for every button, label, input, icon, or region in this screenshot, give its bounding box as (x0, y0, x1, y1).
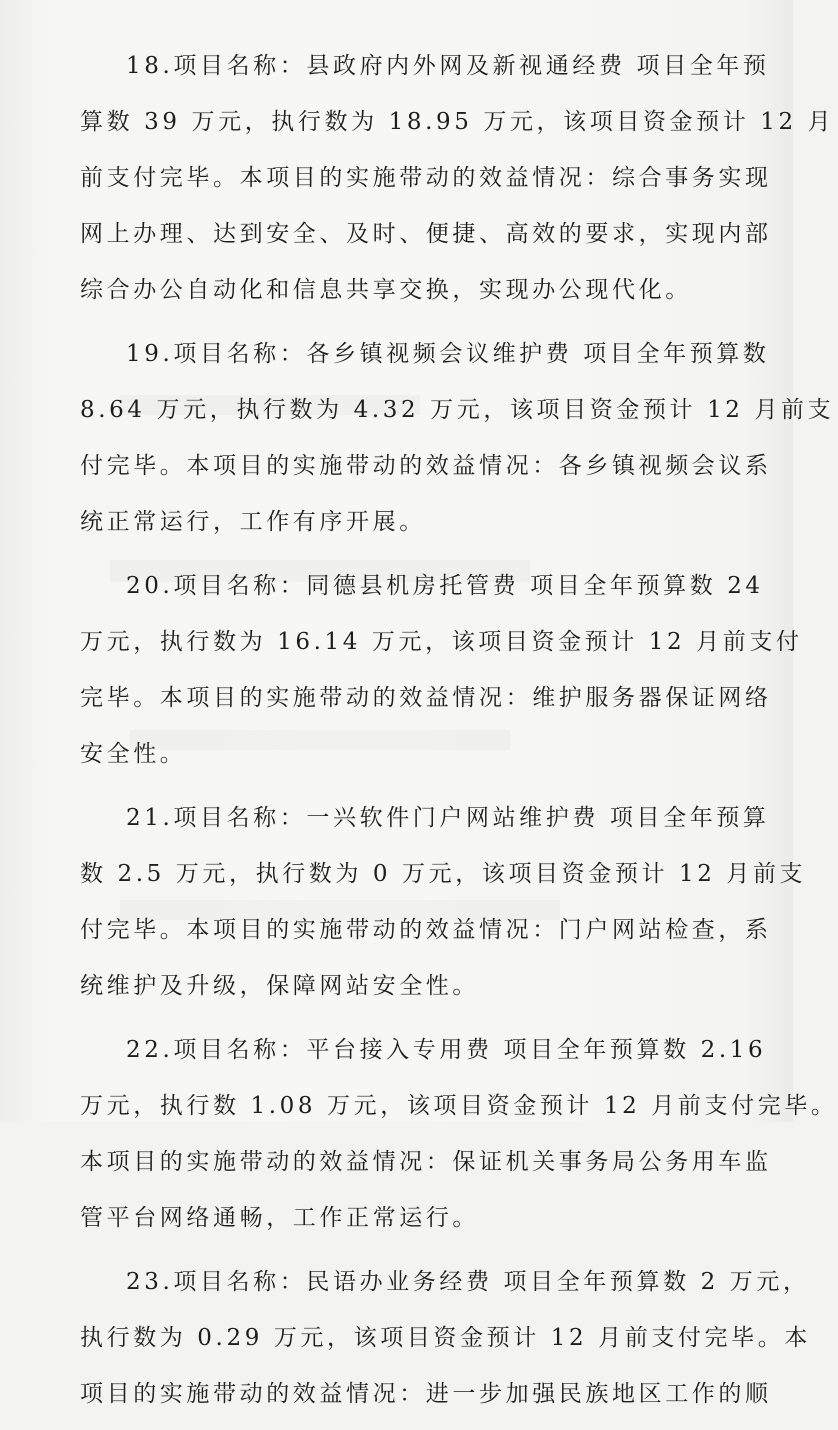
text-line: 综合办公自动化和信息共享交换，实现办公现代化。 (80, 277, 692, 303)
text-line: 安全性。 (80, 741, 187, 767)
text-line: 项目的实施带动的效益情况：进一步加强民族地区工作的顺 (80, 1381, 772, 1407)
paragraph-item-19 (80, 326, 835, 550)
text-line: 算数 39 万元，执行数为 18.95 万元，该项目资金预计 12 月 (80, 109, 835, 135)
text-line: 统正常运行，工作有序开展。 (80, 509, 426, 535)
text-line: 管平台网络通畅，工作正常运行。 (80, 1205, 479, 1231)
text-line: 前支付完毕。本项目的实施带动的效益情况：综合事务实现 (80, 165, 772, 191)
text-line: 统维护及升级，保障网站安全性。 (80, 973, 479, 999)
paragraph-item-18 (80, 38, 835, 318)
text-line: 数 2.5 万元，执行数为 0 万元，该项目资金预计 12 月前支 (80, 861, 807, 887)
text-line: 22.项目名称：平台接入专用费 项目全年预算数 2.16 (126, 1037, 767, 1063)
paragraph-item-21 (80, 790, 807, 1014)
text-line: 19.项目名称：各乡镇视频会议维护费 项目全年预算数 (126, 341, 770, 367)
document-body (80, 38, 838, 1430)
text-line: 18.项目名称：县政府内外网及新视通经费 项目全年预 (126, 53, 770, 79)
text-line: 20.项目名称：同德县机房托管费 项目全年预算数 24 (126, 573, 764, 599)
text-line: 网上办理、达到安全、及时、便捷、高效的要求，实现内部 (80, 221, 772, 247)
text-line: 本项目的实施带动的效益情况：保证机关事务局公务用车监 (80, 1149, 772, 1175)
text-line: 8.64 万元，执行数为 4.32 万元，该项目资金预计 12 月前支 (80, 397, 835, 423)
text-line: 付完毕。本项目的实施带动的效益情况：各乡镇视频会议系 (80, 453, 772, 479)
text-line: 万元，执行数为 16.14 万元，该项目资金预计 12 月前支付 (80, 629, 803, 655)
paragraph-item-20 (80, 558, 803, 782)
text-line: 完毕。本项目的实施带动的效益情况：维护服务器保证网络 (80, 685, 772, 711)
text-line: 执行数为 0.29 万元，该项目资金预计 12 月前支付完毕。本 (80, 1325, 811, 1351)
text-line: 21.项目名称：一兴软件门户网站维护费 项目全年预算 (126, 805, 770, 831)
text-line: 23.项目名称：民语办业务经费 项目全年预算数 2 万元， (126, 1269, 810, 1295)
text-line: 付完毕。本项目的实施带动的效益情况：门户网站检查，系 (80, 917, 772, 943)
text-line: 万元，执行数 1.08 万元，该项目资金预计 12 月前支付完毕。 (80, 1093, 838, 1119)
paragraph-item-23 (80, 1254, 811, 1422)
paragraph-item-22 (80, 1022, 838, 1246)
